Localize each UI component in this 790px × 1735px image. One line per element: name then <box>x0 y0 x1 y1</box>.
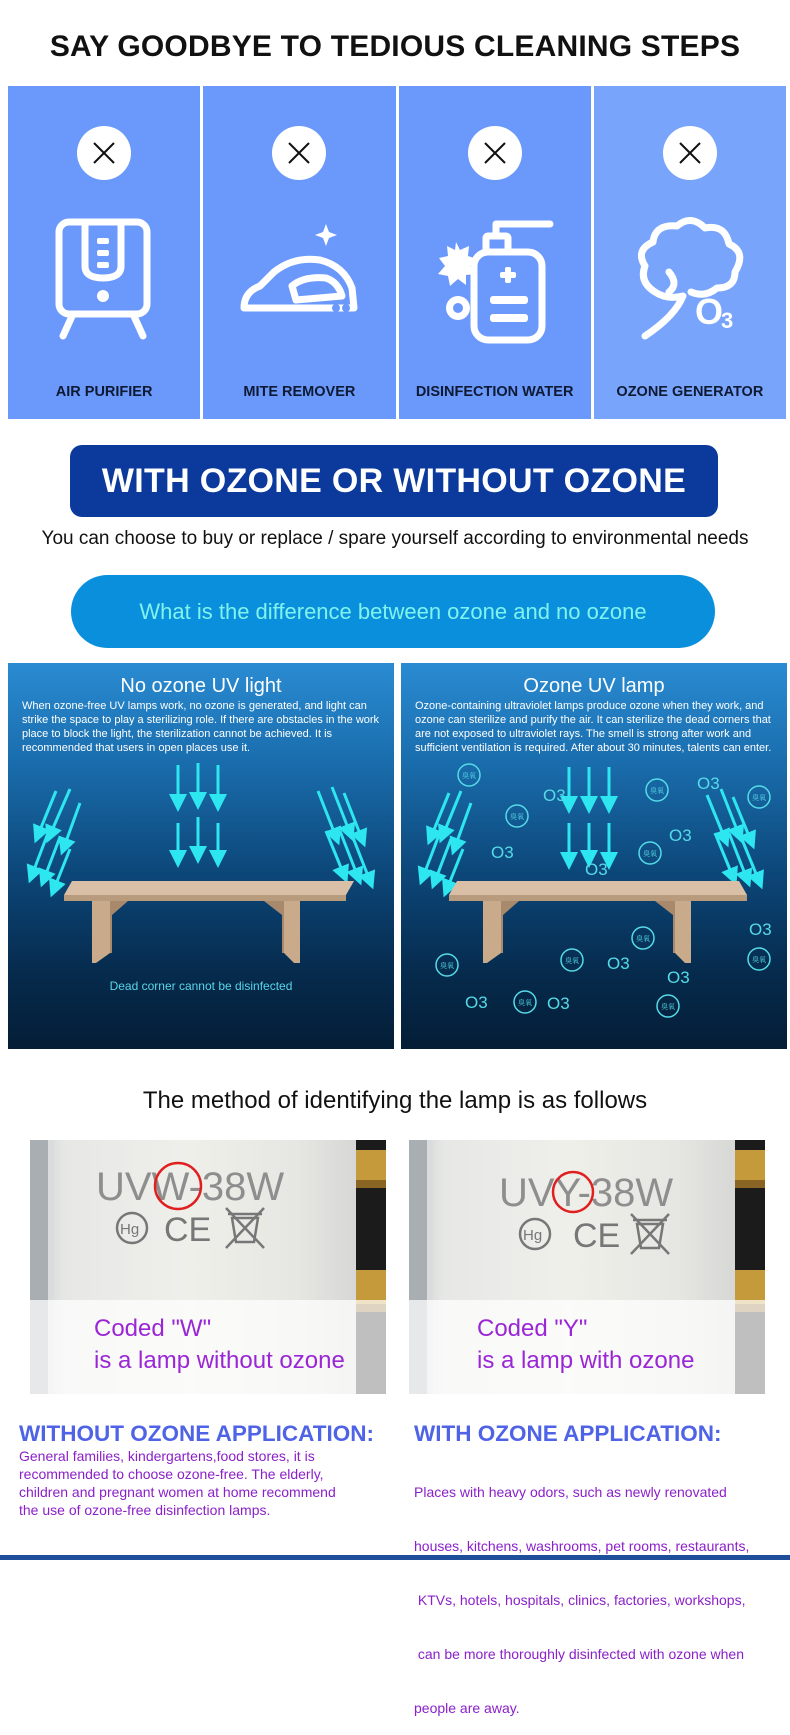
ozone-bubble-icon <box>657 995 679 1017</box>
ozone-o3-label: O3 <box>547 994 570 1013</box>
dead-corner-caption: Dead corner cannot be disinfected <box>109 979 293 993</box>
code-meaning: is a lamp without ozone <box>94 1347 345 1374</box>
lamp-photo-with-ozone <box>409 1140 765 1394</box>
application-line: Places with heavy odors, such as newly renovated <box>414 1484 727 1500</box>
ozone-o3-label: O3 <box>465 993 488 1012</box>
ce-mark: CE <box>164 1211 212 1249</box>
code-caption <box>409 1300 765 1394</box>
ozone-bubble-icon <box>639 842 661 864</box>
ozone-bubble-icon <box>748 786 770 808</box>
svg-text:臭氧: 臭氧 <box>661 1003 675 1011</box>
no-ozone-panel <box>8 663 394 1049</box>
tile-label: AIR PURIFIER <box>55 384 153 400</box>
code-line: Coded "W" <box>94 1315 212 1342</box>
cross-mark-icon <box>272 126 326 180</box>
mercury-mark-label: Hg <box>523 1227 543 1244</box>
panel-title: No ozone UV light <box>120 675 282 697</box>
ozone-panel <box>401 663 787 1049</box>
svg-text:臭氧: 臭氧 <box>650 787 664 795</box>
without-ozone-application-title: WITHOUT OZONE APPLICATION: <box>19 1421 374 1446</box>
ozone-o3-label: O3 <box>697 774 720 793</box>
application-line: General families, kindergartens,food stores, it is <box>19 1448 315 1464</box>
svg-text:臭氧: 臭氧 <box>518 999 532 1007</box>
code-line: Coded "Y" <box>477 1315 588 1342</box>
tile-label: DISINFECTION WATER <box>415 384 574 400</box>
ozone-bubble-icon <box>632 927 654 949</box>
ozone-generator-icon <box>625 216 755 346</box>
svg-text:臭氧: 臭氧 <box>565 957 579 965</box>
ozone-o3-label: O3 <box>543 786 566 805</box>
svg-text:臭氧: 臭氧 <box>636 935 650 943</box>
air-purifier-icon <box>39 216 169 346</box>
model-letter: W <box>151 1165 189 1209</box>
cross-mark-icon <box>468 126 522 180</box>
ozone-o3-label: O3 <box>749 920 772 939</box>
subtitle: You can choose to buy or replace / spare yourself according to environmental needs <box>41 528 749 549</box>
weee-bin-icon <box>631 1214 669 1254</box>
tile-disinfection-water <box>399 86 591 419</box>
svg-text:臭氧: 臭氧 <box>752 956 766 964</box>
with-ozone-application-text <box>414 1447 786 1735</box>
cross-mark-icon <box>663 126 717 180</box>
ozone-choice-banner: WITH OZONE OR WITHOUT OZONE <box>70 445 718 517</box>
model-prefix: UV <box>96 1165 152 1209</box>
tile-air-purifier <box>8 86 200 419</box>
panel-description: When ozone-free UV lamps work, no ozone is generated, and light can strike the space to play a sterilizing role. If there are obstacles in the work place to block the light, the sterilization cannot be achieved. It is recommended that users in open places use it. <box>22 700 380 754</box>
cross-mark-icon <box>77 126 131 180</box>
panel-description: Ozone-containing ultraviolet lamps produce ozone when they work, and ozone can sterilize and purify the air. It can sterilize the dead corners that are not exposed to ultraviolet rays. The smell is strong after work and sufficient ventilation is required. After about 30 minutes, talents can enter. <box>415 700 772 754</box>
svg-text:臭氧: 臭氧 <box>643 850 657 858</box>
question-pill: What is the difference between ozone and no ozone <box>71 575 715 648</box>
svg-text:臭氧: 臭氧 <box>510 813 524 821</box>
ozone-o3-label: O3 <box>669 826 692 845</box>
model-letter: Y <box>554 1171 578 1215</box>
ozone-o3-label: O3 <box>667 968 690 987</box>
page-headline: SAY GOODBYE TO TEDIOUS CLEANING STEPS <box>49 30 741 63</box>
code-meaning: is a lamp with ozone <box>477 1347 695 1374</box>
tile-label: MITE REMOVER <box>243 384 356 400</box>
ozone-bubble-icon <box>748 948 770 970</box>
weee-bin-icon <box>226 1208 264 1248</box>
with-ozone-application-title: WITH OZONE APPLICATION: <box>414 1421 722 1446</box>
svg-text:O: O <box>694 291 723 332</box>
svg-text:臭氧: 臭氧 <box>440 962 454 970</box>
svg-text:3: 3 <box>720 308 734 333</box>
ozone-bubble-icon <box>436 954 458 976</box>
ozone-bubble-icon <box>646 779 668 801</box>
mercury-mark-label: Hg <box>120 1221 140 1238</box>
svg-text:UVW-38W <box>96 1165 284 1209</box>
ce-mark: CE <box>573 1217 621 1255</box>
tile-ozone-generator <box>594 86 786 419</box>
product-tiles <box>8 86 786 419</box>
model-prefix: UV <box>499 1171 555 1215</box>
without-ozone-application-text <box>19 1447 389 1519</box>
ozone-bubble-icon <box>514 991 536 1013</box>
identification-title: The method of identifying the lamp is as follows <box>142 1087 648 1114</box>
lamp-photo-without-ozone <box>30 1140 386 1394</box>
application-line: KTVs, hotels, hospitals, clinics, factories, workshops, <box>414 1592 746 1608</box>
svg-text:臭氧: 臭氧 <box>752 794 766 802</box>
disinfection-bottle-icon <box>430 216 560 346</box>
model-suffix: -38W <box>188 1165 285 1209</box>
tile-label: OZONE GENERATOR <box>616 384 764 400</box>
ozone-o3-label: O3 <box>491 843 514 862</box>
ozone-o3-label: O3 <box>585 860 608 879</box>
bottom-divider <box>0 1555 790 1560</box>
mite-remover-icon <box>234 216 364 346</box>
ozone-o3-label: O3 <box>607 954 630 973</box>
tile-mite-remover <box>203 86 395 419</box>
ozone-bubble-icon <box>506 805 528 827</box>
panel-title: Ozone UV lamp <box>523 675 665 697</box>
application-line: houses, kitchens, washrooms, pet rooms, restaurants, <box>414 1538 750 1554</box>
model-suffix: -38W <box>577 1171 674 1215</box>
svg-text:臭氧: 臭氧 <box>462 772 476 780</box>
application-line: recommended to choose ozone-free. The elderly, <box>19 1466 324 1482</box>
application-line: children and pregnant women at home recommend <box>19 1484 336 1500</box>
code-caption <box>30 1300 386 1394</box>
application-line: people are away. <box>414 1700 520 1716</box>
application-line: the use of ozone-free disinfection lamps. <box>19 1502 271 1518</box>
ozone-bubble-icon <box>458 764 480 786</box>
application-line: can be more thoroughly disinfected with ozone when <box>414 1646 744 1662</box>
ozone-bubble-icon <box>561 949 583 971</box>
